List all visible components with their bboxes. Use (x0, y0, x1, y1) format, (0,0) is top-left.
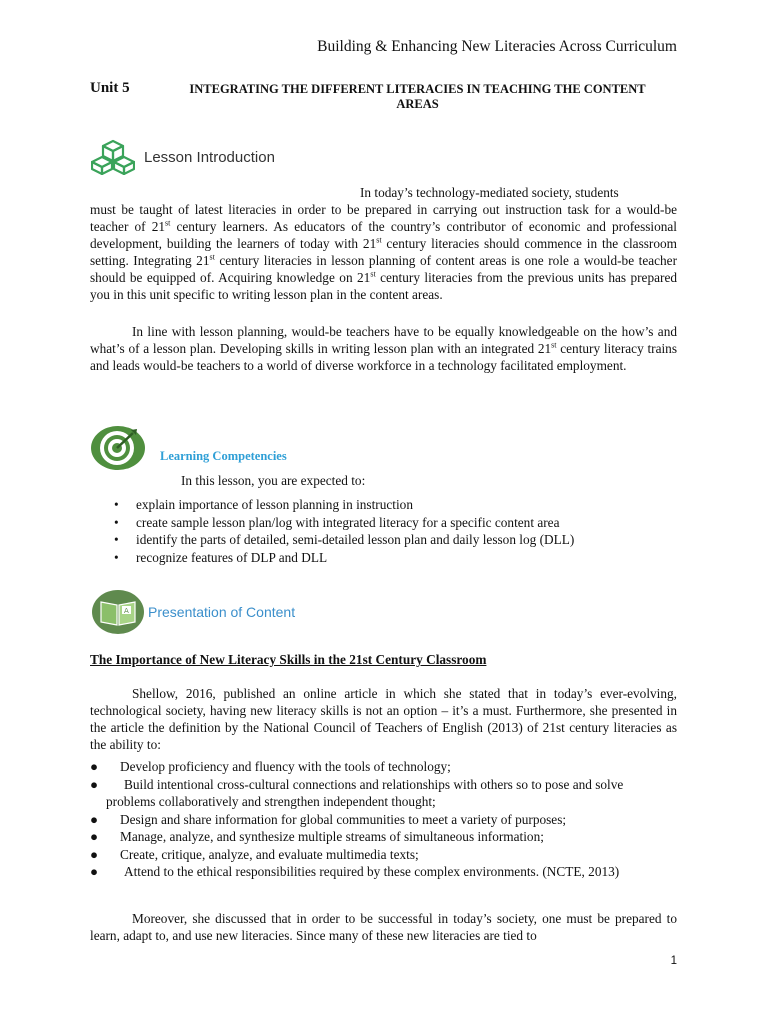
competencies-intro: In this lesson, you are expected to: (181, 473, 366, 488)
list-item: problems collaboratively and strengthen independent thought; (106, 794, 436, 809)
presentation-of-content-label: Presentation of Content (148, 604, 296, 620)
list-item: ● Attend to the ethical responsibilities required by these complex environments. (NCTE, 2013) (90, 864, 620, 879)
article-heading: The Importance of New Literacy Skills in the 21st Century Classroom (90, 652, 487, 667)
unit-number: Unit 5 (90, 80, 130, 96)
ncte-list (90, 758, 677, 881)
lesson-introduction-label: Lesson Introduction (144, 149, 275, 166)
list-item: • explain importance of lesson planning in instruction (114, 497, 413, 512)
list-item: • create sample lesson plan/log with integrated literacy for a specific content area (114, 514, 560, 530)
page-number: 1 (670, 955, 677, 967)
list-item: ● Develop proficiency and fluency with the tools of technology; (90, 759, 451, 774)
intro-body: must be taught of latest literacies in order to be prepared in carrying out instruction task for a would-be teacher of 21st century learners. As educators of the country’s contributor of economic and professional development, building the learners of today with 21st century literacies should commence in the classroom setting. Integrating 21st century literacies in lesson planning of content areas is one role a would-be teacher should be equipped of. Acquiring knowledge on 21st century literacies from the previous units has prepared you in this unit specific to writing lesson plan in the content areas. (90, 202, 678, 302)
list-item: ● Create, critique, analyze, and evaluate multimedia texts; (90, 846, 419, 862)
list-item: ● Design and share information for global communities to meet a variety of purposes; (90, 811, 567, 827)
learning-competencies-label: Learning Competencies (160, 449, 287, 463)
competencies-list (90, 496, 677, 566)
list-item: ● Manage, analyze, and synthesize multiple streams of simultaneous information; (90, 829, 544, 844)
intro-first-line: In today’s technology-mediated society, students (360, 185, 619, 200)
running-header: Building & Enhancing New Literacies Across Curriculum (317, 38, 677, 55)
intro-paragraph-2: In line with lesson planning, would-be teachers have to be equally knowledgeable on the how’s and what’s of a lesson plan. Developing skills in writing lesson plan with an integrated 21st century literacy trains and leads would-be teachers to a world of diverse workforce in a technology facilitated employment. (90, 324, 677, 373)
list-item: ● Build intentional cross-cultural connections and relationships with others so to pose and solve (90, 776, 624, 792)
list-item: • identify the parts of detailed, semi-detailed lesson plan and daily lesson log (DLL) (114, 532, 575, 547)
target-icon (91, 425, 145, 471)
list-item: • recognize features of DLP and DLL (114, 549, 328, 565)
article-paragraph-2: Moreover, she discussed that in order to be successful in today’s society, one must be prepared to learn, adapt to, and use new literacies. Since many of these new literacies are tied to (90, 911, 677, 943)
svg-text:A: A (124, 607, 129, 615)
book-icon (91, 589, 145, 635)
intro-paragraph-1 (90, 184, 677, 303)
boxes-icon (91, 139, 135, 175)
unit-title: INTEGRATING THE DIFFERENT LITERACIES IN TEACHING THE CONTENT AREAS (189, 82, 646, 111)
article-paragraph-1: Shellow, 2016, published an online article in which she stated that in today’s ever-evolving, technological society, having new literacy skills is not an option – it’s a must. Furthermore, she presented in the article the definition by the National Council of Teachers of English (2013) of 21st century literacies as the ability to: (90, 686, 677, 752)
